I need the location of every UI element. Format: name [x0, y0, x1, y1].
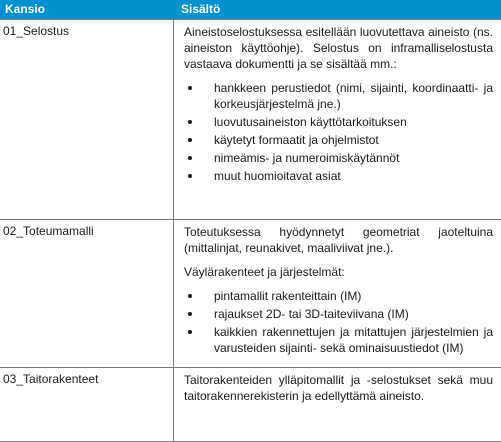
- folder-content: [174, 20, 501, 219]
- content-paragraph: Taitorakenteiden ylläpitomallit ja -selostukset sekä muu taitorakennerekisterin ja edellyttämä aineisto.: [184, 373, 493, 403]
- folder-content: [174, 220, 501, 367]
- header-sisalto: Sisältö: [181, 2, 221, 16]
- list-item: [184, 132, 493, 148]
- list-item-text: rajaukset 2D- tai 3D-taiteviivana (IM): [214, 307, 409, 321]
- bullet-icon: [188, 86, 192, 90]
- folder-name: 03_Taitorakenteet: [0, 368, 174, 441]
- bullet-list: [184, 288, 493, 356]
- folder-content: [174, 368, 501, 441]
- header-kansio: Kansio: [5, 2, 46, 16]
- content-paragraph: Väylärakenteet ja järjestelmät:: [184, 265, 345, 279]
- bullet-icon: [188, 312, 192, 316]
- bullet-icon: [188, 138, 192, 142]
- table-row: [0, 19, 501, 219]
- folder-name: 01_Selostus: [0, 20, 174, 219]
- list-item: [184, 306, 493, 322]
- list-item-text: muut huomioitavat asiat: [214, 169, 341, 183]
- list-item-text: pintamallit rakenteittain (IM): [214, 289, 362, 303]
- bullet-list: [184, 80, 493, 184]
- list-item-text: hankkeen perustiedot (nimi, sijainti, koordinaatti- ja korkeusjärjestelmä jne.): [214, 81, 493, 111]
- bullet-icon: [188, 330, 192, 334]
- content-paragraph: Aineistoselostuksessa esitellään luovutettava aineisto (ns. aineiston käyttöohje). Selostus on inframalliselostusta vastaava dokumentti ja se sisältää mm.:: [184, 25, 493, 71]
- bullet-icon: [188, 156, 192, 160]
- table-header: [0, 0, 501, 19]
- content-paragraph: Toteutuksessa hyödynnetyt geometriat jaoteltuina (mittalinjat, reunakivet, maaliviivat jne.).: [184, 225, 493, 255]
- list-item-text: luovutusaineiston käyttötarkoituksen: [214, 115, 407, 129]
- list-item-text: kaikkien rakennettujen ja mitattujen järjestelmien ja varusteiden sijainti- sekä ominaisuustiedot (IM): [214, 325, 493, 355]
- list-item: [184, 80, 493, 112]
- bullet-icon: [188, 120, 192, 124]
- table-row: [0, 367, 501, 442]
- list-item: [184, 150, 493, 166]
- list-item-text: käytetyt formaatit ja ohjelmistot: [214, 133, 379, 147]
- list-item: [184, 288, 493, 304]
- bullet-icon: [188, 174, 192, 178]
- folder-name: 02_Toteumamalli: [0, 220, 174, 367]
- table-row: [0, 219, 501, 367]
- bullet-icon: [188, 294, 192, 298]
- list-item: [184, 324, 493, 356]
- list-item: [184, 168, 493, 184]
- list-item-text: nimeämis- ja numeroimiskäytännöt: [214, 151, 400, 165]
- list-item: [184, 114, 493, 130]
